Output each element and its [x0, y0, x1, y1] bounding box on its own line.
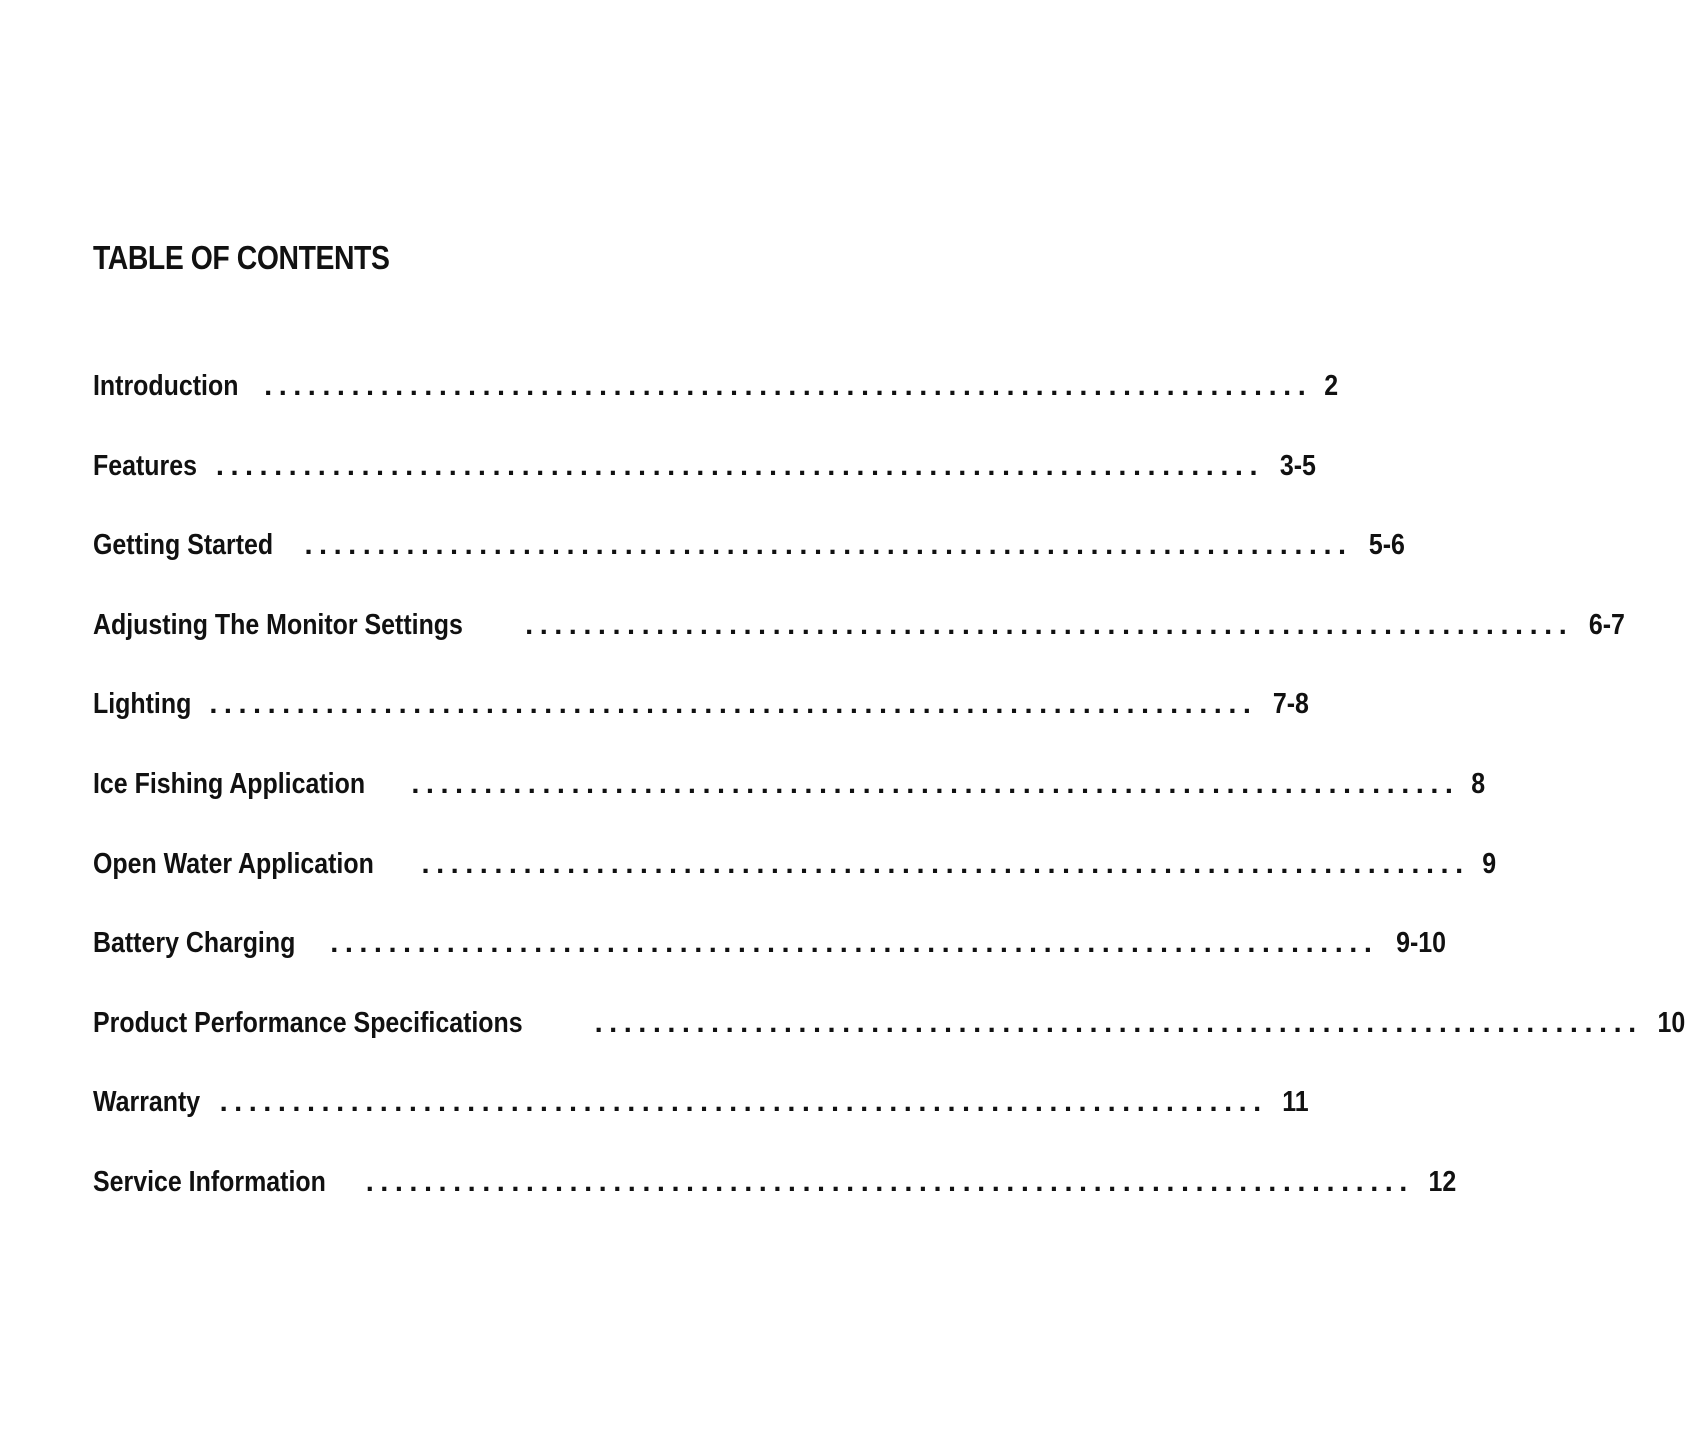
toc-entry-label: Features	[93, 449, 197, 482]
toc-entry-page: 10	[1657, 1006, 1685, 1039]
toc-entry-introduction	[93, 364, 1339, 444]
toc-entry-label: Adjusting The Monitor Settings	[93, 608, 463, 641]
toc-entry-lighting	[93, 682, 1310, 762]
toc-entry-label: Battery Charging	[93, 927, 296, 960]
dot-leader: ........................................................................	[365, 1165, 1414, 1198]
dot-leader: ........................................................................	[304, 529, 1353, 562]
dot-leader: ........................................................................	[525, 608, 1574, 641]
toc-entry-label: Getting Started	[93, 529, 274, 562]
toc-entry-service-information	[93, 1160, 1457, 1240]
dot-leader: ........................................................................	[330, 927, 1379, 960]
toc-entry-label: Warranty	[93, 1086, 201, 1119]
toc-entry-page: 12	[1428, 1165, 1457, 1198]
toc-entry-label: Open Water Application	[93, 847, 374, 880]
toc-entry-warranty	[93, 1080, 1309, 1160]
toc-entry-adjusting-monitor-settings	[93, 603, 1626, 683]
toc-entry-page: 3-5	[1279, 449, 1316, 482]
dot-leader: ........................................................................	[411, 767, 1460, 800]
toc-entry-page: 9-10	[1396, 927, 1447, 960]
dot-leader: ........................................................................	[219, 1086, 1268, 1119]
toc-entry-page: 9	[1481, 847, 1496, 880]
toc-entry-page: 2	[1324, 370, 1339, 402]
toc-entry-performance-specifications	[93, 1001, 1685, 1081]
toc-entry-label: Ice Fishing Application	[93, 767, 366, 800]
toc-entry-label: Lighting	[93, 688, 192, 721]
toc-entry-page: 7-8	[1273, 688, 1310, 721]
toc-entry-battery-charging	[93, 921, 1447, 1001]
dot-leader: ........................................................................	[421, 847, 1470, 880]
toc-entry-open-water	[93, 842, 1496, 922]
toc-entry-getting-started	[93, 523, 1405, 603]
toc-entry-label: Introduction	[93, 370, 239, 402]
toc-entry-features	[93, 444, 1316, 524]
toc-entry-label: Service Information	[93, 1165, 326, 1198]
dot-leader: ........................................................................	[215, 449, 1265, 482]
toc-list	[93, 364, 1685, 1240]
dot-leader: ........................................................................	[264, 370, 1313, 402]
toc-entry-page: 5-6	[1368, 529, 1405, 562]
toc-entry-page: 6-7	[1589, 608, 1626, 641]
page-title: TABLE OF CONTENTS	[93, 239, 390, 276]
toc-entry-page: 8	[1471, 767, 1486, 800]
dot-leader: ........................................................................	[209, 688, 1258, 721]
toc-entry-ice-fishing	[93, 762, 1486, 842]
dot-leader: ........................................................................	[594, 1006, 1643, 1039]
toc-entry-page: 11	[1282, 1086, 1309, 1119]
toc-entry-label: Product Performance Specifications	[93, 1006, 523, 1039]
